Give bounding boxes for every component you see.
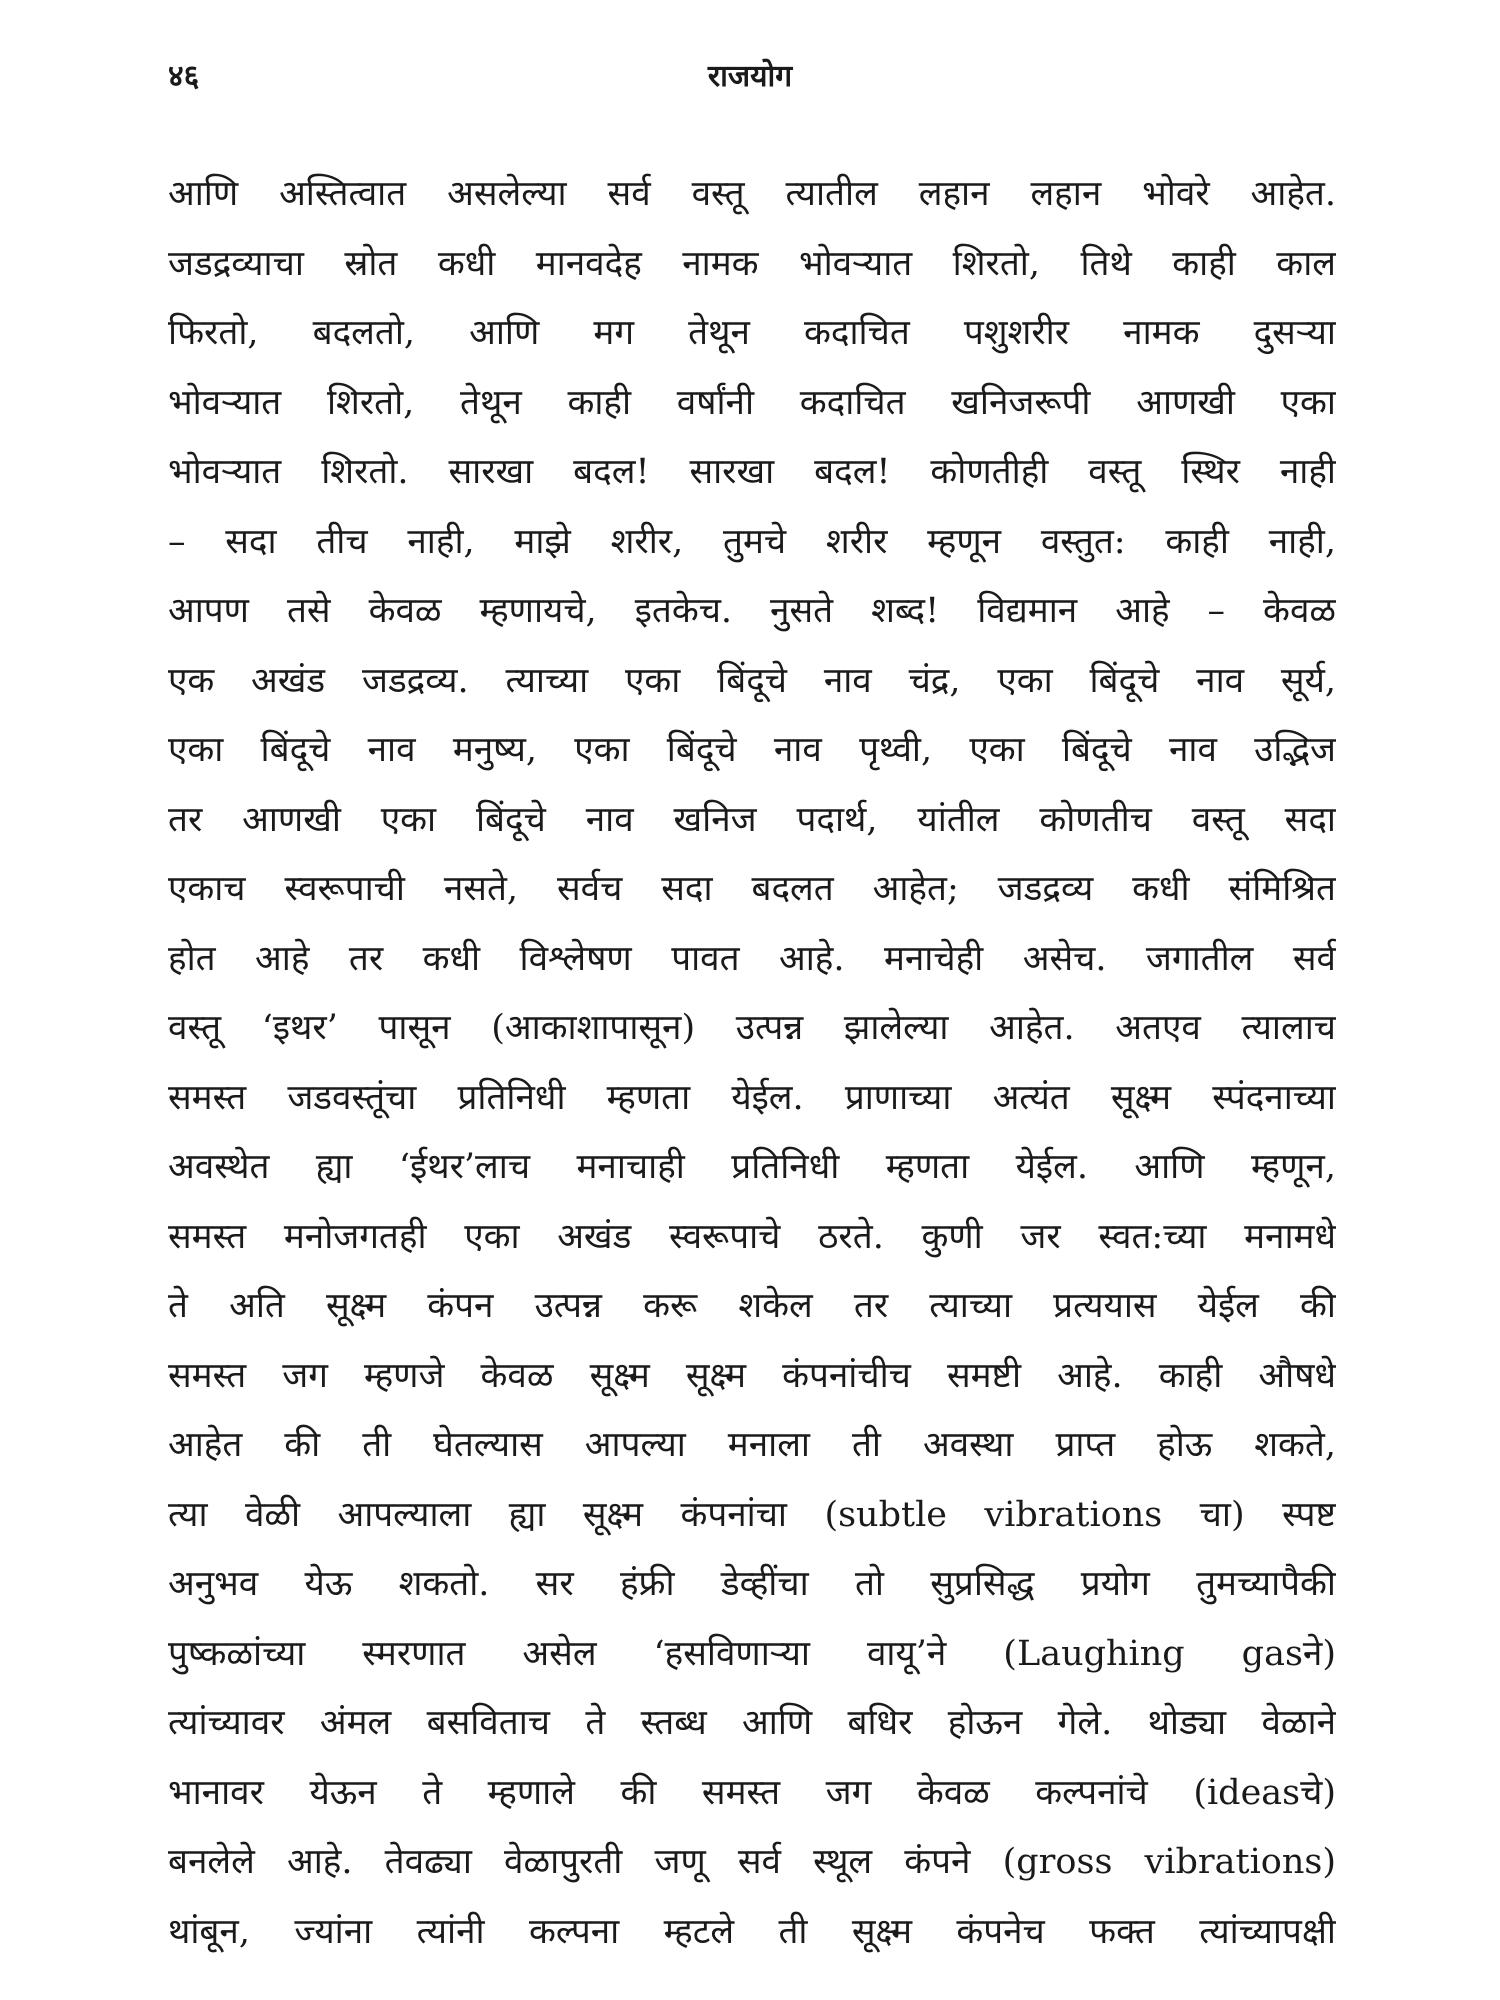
text-line: ते अति सूक्ष्म कंपन उत्पन्न करू शकेल तर त्याच्या प्रत्ययास येईल की: [168, 1286, 1336, 1326]
text-line: होत आहे तर कधी विश्लेषण पावत आहे. मनाचेही असेच. जगातील सर्व: [168, 938, 1336, 979]
text-line: समस्त मनोजगतही एका अखंड स्वरूपाचे ठरते. कुणी जर स्वत:च्या मनामधे: [168, 1216, 1336, 1257]
text-line: – सदा तीच नाही, माझे शरीर, तुमचे शरीर म्हणून वस्तुत: काही नाही,: [168, 521, 1336, 562]
text-line: तर आणखी एका बिंदूचे नाव खनिज पदार्थ, यांतील कोणतीच वस्तू सदा: [168, 799, 1336, 840]
text-line: त्या वेळी आपल्याला ह्या सूक्ष्म कंपनांचा (subtle vibrations चा) स्पष्ट: [168, 1494, 1336, 1535]
text-line: समस्त जडवस्तूंचा प्रतिनिधी म्हणता येईल. प्राणाच्या अत्यंत सूक्ष्म स्पंदनाच्या: [168, 1077, 1336, 1118]
text-line: एकाच स्वरूपाची नसते, सर्वच सदा बदलत आहेत; जडद्रव्य कधी संमिश्रित: [168, 869, 1336, 909]
text-line: अवस्थेत ह्या ‘ईथर’लाच मनाचाही प्रतिनिधी म्हणता येईल. आणि म्हणून,: [168, 1147, 1336, 1187]
text-line: आपण तसे केवळ म्हणायचे, इतकेच. नुसते शब्द! विद्यमान आहे – केवळ: [168, 591, 1336, 631]
text-line: एक अखंड जडद्रव्य. त्याच्या एका बिंदूचे नाव चंद्र, एका बिंदूचे नाव सूर्य,: [168, 660, 1336, 701]
text-line: फिरतो, बदलतो, आणि मग तेथून कदाचित पशुशरीर नामक दुसऱ्या: [168, 313, 1336, 353]
text-line: समस्त जग म्हणजे केवळ सूक्ष्म सूक्ष्म कंपनांचीच समष्टी आहे. काही औषधे: [168, 1355, 1336, 1396]
text-line: बनलेले आहे. तेवढ्या वेळापुरती जणू सर्व स्थूल कंपने (gross vibrations): [168, 1842, 1336, 1882]
text-line: पुष्कळांच्या स्मरणात असेल ‘हसविणाऱ्या वायू’ने (Laughing gasने): [168, 1633, 1336, 1674]
running-head: [168, 52, 1332, 102]
text-line: थांबून, ज्यांना त्यांनी कल्पना म्हटले ती सूक्ष्म कंपनेच फक्त त्यांच्यापक्षी: [168, 1911, 1336, 1952]
text-line: जडद्रव्याचा स्रोत कधी मानवदेह नामक भोवऱ्यात शिरतो, तिथे काही काल: [168, 243, 1336, 284]
text-line: भानावर येऊन ते म्हणाले की समस्त जग केवळ कल्पनांचे (ideasचे): [168, 1772, 1336, 1813]
text-line: भोवऱ्यात शिरतो, तेथून काही वर्षांनी कदाचित खनिजरूपी आणखी एका: [168, 382, 1336, 423]
text-line: आहेत की ती घेतल्यास आपल्या मनाला ती अवस्था प्राप्त होऊ शकते,: [168, 1425, 1336, 1465]
book-title: राजयोग: [707, 59, 793, 94]
text-line: त्यांच्यावर अंमल बसविताच ते स्तब्ध आणि बधिर होऊन गेले. थोड्या वेळाने: [168, 1703, 1336, 1743]
text-line: भोवऱ्यात शिरतो. सारखा बदल! सारखा बदल! कोणतीही वस्तू स्थिर नाही: [168, 452, 1336, 492]
text-line: अनुभव येऊ शकतो. सर हंफ्री डेव्हींचा तो सुप्रसिद्ध प्रयोग तुमच्यापैकी: [168, 1564, 1336, 1604]
text-line: एका बिंदूचे नाव मनुष्य, एका बिंदूचे नाव पृथ्वी, एका बिंदूचे नाव उद्भिज: [168, 730, 1336, 770]
text-line: आणि अस्तित्वात असलेल्या सर्व वस्तू त्यातील लहान लहान भोवरे आहेत.: [168, 174, 1336, 214]
text-line: वस्तू ‘इथर’ पासून (आकाशापासून) उत्पन्न झालेल्या आहेत. अतएव त्यालाच: [168, 1008, 1336, 1048]
page-number: ४६: [168, 59, 200, 94]
body-text: [168, 160, 1336, 1967]
